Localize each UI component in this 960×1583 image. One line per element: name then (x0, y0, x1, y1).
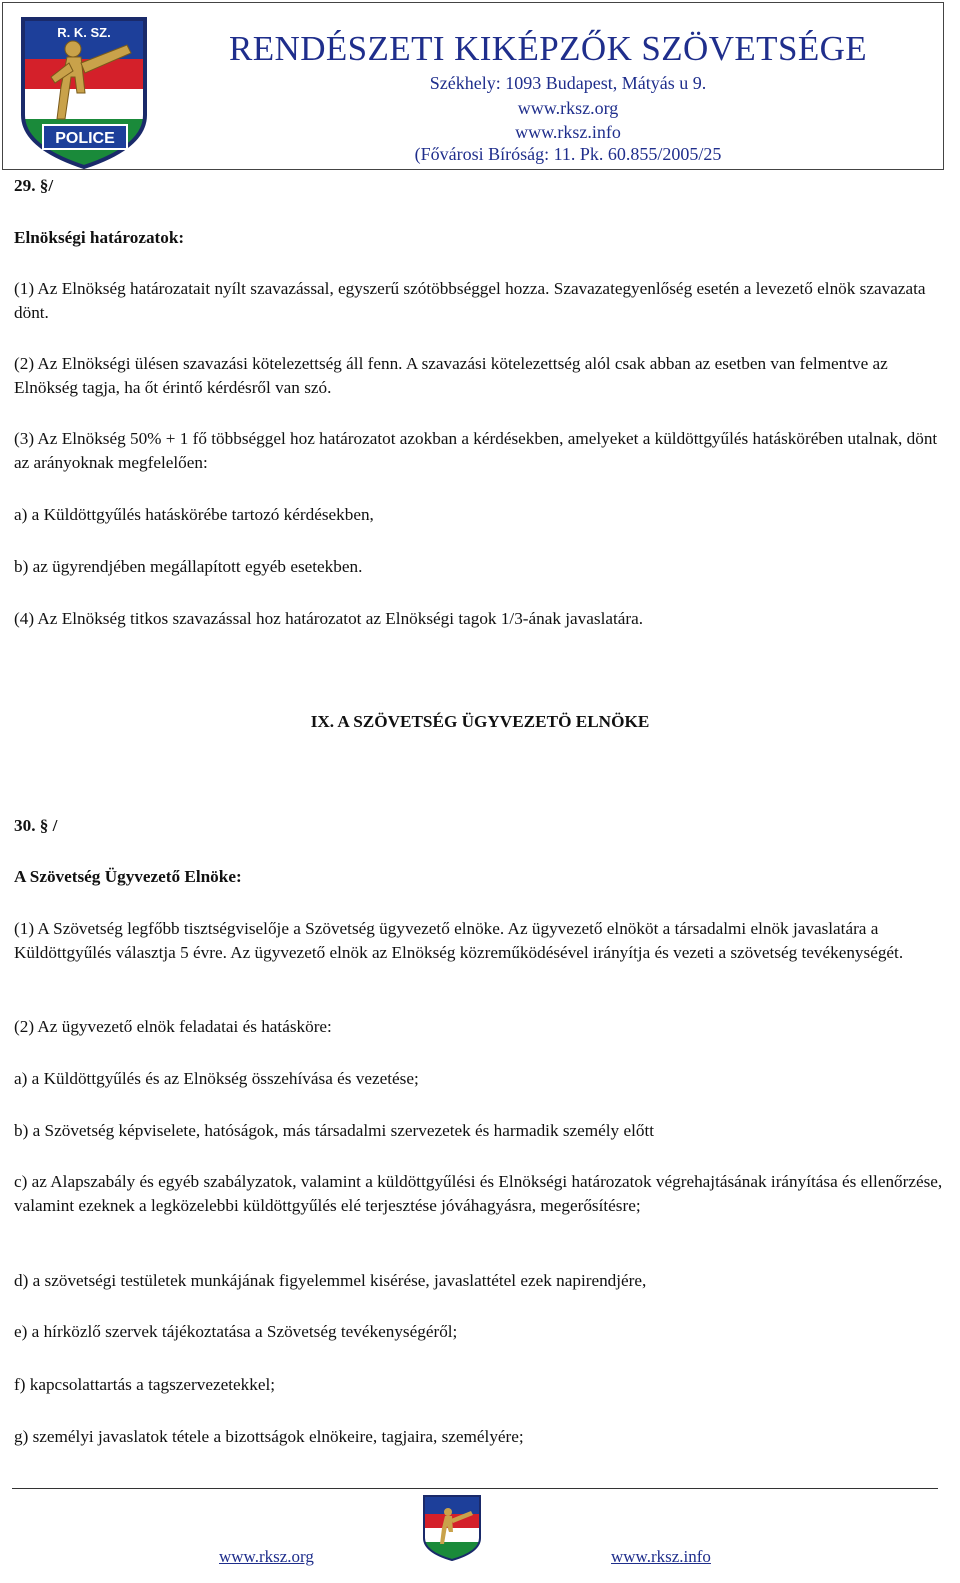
court-registration: (Fővárosi Bíróság: 11. Pk. 60.855/2005/25 (414, 144, 722, 164)
section-30-item-b: b) a Szövetség képviselete, hatóságok, más társadalmi szervezetek és harmadik személy előtt (14, 1121, 654, 1140)
section-29-title: Elnökségi határozatok: (14, 228, 185, 247)
section-30-item-g: g) személyi javaslatok tétele a bizottságok elnökeire, tagjaira, személyére; (14, 1427, 524, 1446)
chapter-heading: IX. A SZÖVETSÉG ÜGYVEZETÖ ELNÖKE (310, 712, 650, 731)
footer-logo (421, 1492, 483, 1562)
section-29-item-b: b) az ügyrendjében megállapított egyéb esetekben. (14, 557, 363, 576)
section-30-paragraph-1: (1) A Szövetség legfőbb tisztségviselője a Szövetség ügyvezető elnöke. Az ügyvezető elnököt a társadalmi elnök javaslatára a Küldöttgyűlés választja 5 évre. Az ügyvezető elnök az Elnökség közreműködésével irányítja és vezeti a szövetség tevékenységét. (14, 919, 904, 962)
section-29-paragraph-1: (1) Az Elnökség határozatait nyílt szavazással, egyszerű szótöbbséggel hozza. Szavazategyenlőség esetén a levezető elnök szavazata dönt. (14, 279, 926, 322)
headquarters-address: Székhely: 1093 Budapest, Mátyás u 9. (429, 73, 707, 93)
rksz-police-logo (15, 7, 153, 169)
section-29-paragraph-3: (3) Az Elnökség 50% + 1 fő többséggel hoz határozatot azokban a kérdésekben, amelyeket a küldöttgyűlés hatáskörében utalnak, dönt az arányoknak megfelelően: (14, 429, 938, 472)
section-30-title: A Szövetség Ügyvezető Elnöke: (14, 867, 242, 886)
section-30-item-e: e) a hírközlő szervek tájékoztatása a Szövetség tevékenységéről; (14, 1322, 458, 1341)
footer-link-org[interactable]: www.rksz.org (219, 1547, 314, 1566)
section-29-paragraph-2: (2) Az Elnökségi ülésen szavazási kötelezettség áll fenn. A szavazási kötelezettség alól csak abban az esetben van felmentve az Elnökség tagja, ha őt érintő kérdésről van szó. (14, 354, 888, 397)
svg-text:POLICE: POLICE (55, 130, 115, 147)
section-29-item-a: a) a Küldöttgyűlés hatáskörébe tartozó kérdésekben, (14, 505, 374, 524)
section-30-item-a: a) a Küldöttgyűlés és az Elnökség összehívása és vezetése; (14, 1069, 419, 1088)
svg-text:R. K. SZ.: R. K. SZ. (57, 25, 111, 40)
section-30-number: 30. § / (14, 816, 58, 835)
section-30-item-d: d) a szövetségi testületek munkájának figyelemmel kisérése, javaslattétel ezek napirendjére, (14, 1271, 647, 1290)
footer-divider (12, 1488, 938, 1489)
website-link-info[interactable]: www.rksz.info (515, 122, 621, 142)
letterhead (2, 2, 944, 170)
section-30-paragraph-2: (2) Az ügyvezető elnök feladatai és hatásköre: (14, 1017, 332, 1036)
section-30-item-c: c) az Alapszabály és egyéb szabályzatok, valamint a küldöttgyűlési és Elnökségi határozatok végrehajtásának irányítása és ellenőrzése, valamint ezeknek a legközelebbi küldöttgyűlés elé terjesztése jóváhagyásra, megerősítésre; (14, 1172, 943, 1215)
section-30-item-f: f) kapcsolattartás a tagszervezetekkel; (14, 1375, 276, 1394)
section-29-number: 29. §/ (14, 176, 54, 195)
section-29-paragraph-4: (4) Az Elnökség titkos szavazással hoz határozatot az Elnökségi tagok 1/3-ának javaslatára. (14, 609, 644, 628)
organization-name: RENDÉSZETI KIKÉPZŐK SZÖVETSÉGE (229, 29, 868, 68)
footer-link-info[interactable]: www.rksz.info (611, 1547, 711, 1566)
website-link-org[interactable]: www.rksz.org (517, 98, 619, 118)
